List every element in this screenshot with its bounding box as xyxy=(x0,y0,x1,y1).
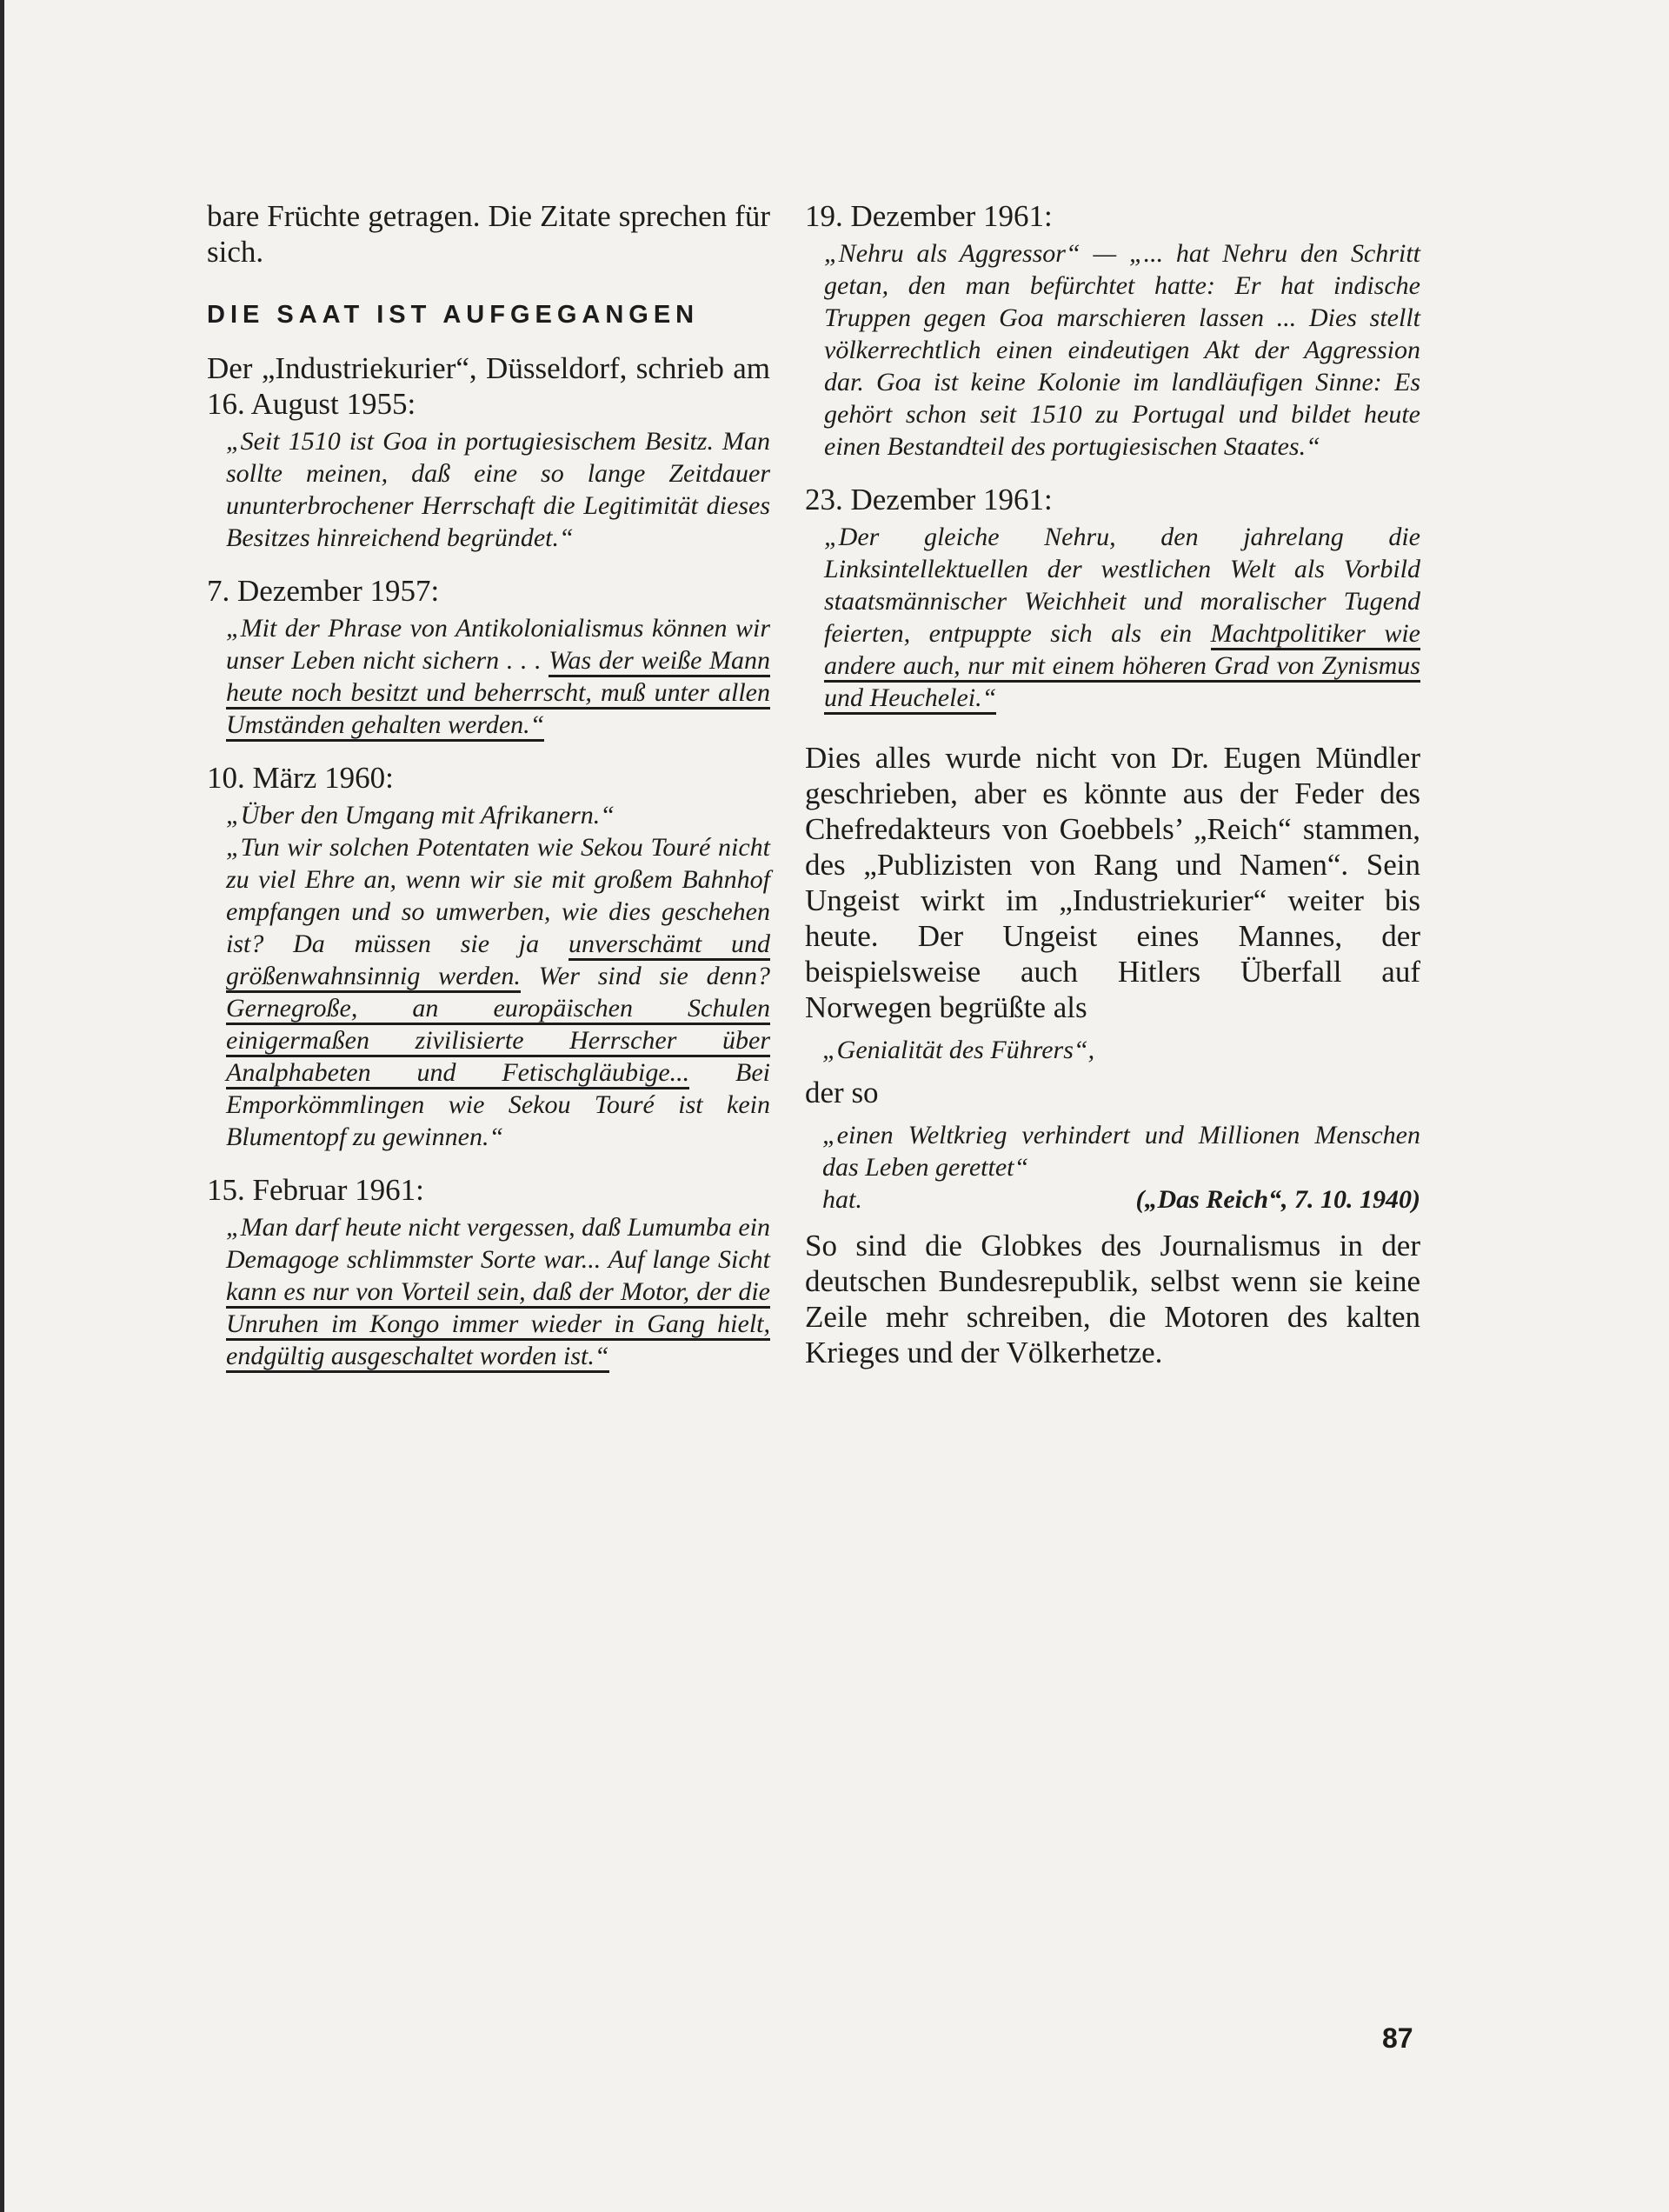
quote-1960-part-e: Bei Emporkömmlingen wie Sekou Touré ist kein Blumentopf zu gewinnen.“ xyxy=(226,1058,771,1151)
date-1957: 7. Dezember 1957: xyxy=(207,574,440,608)
quote-weltkrieg: „einen Weltkrieg verhindert und Millionen Menschen das Leben gerettet“ xyxy=(822,1121,1420,1182)
quote-1961-feb-part-a: „Man darf heute nicht vergessen, daß Lumumba ein Demagoge schlimmster Sorte war... Auf lange Sicht xyxy=(226,1213,770,1274)
quote-genialitaet: „Genialität des Führers“, xyxy=(822,1036,1095,1064)
source-line xyxy=(822,1183,1420,1216)
quote-1961-feb-underlined: kann es nur von Vorteil sein, daß der Motor, der die Unruhen im Kongo immer wieder in Gang hielt, endgültig ausgeschaltet worden ist.“ xyxy=(226,1277,770,1373)
date-1961-dec23: 23. Dezember 1961: xyxy=(805,483,1053,516)
quote-1955: „Seit 1510 ist Goa in portugiesischem Besitz. Man sollte meinen, daß eine so lange Zeitdauer ununterbrochener Herrschaft die Legitimität dieses Besitzes hinreichend begründet.“ xyxy=(226,427,770,552)
page-number: 87 xyxy=(1382,2022,1413,2054)
right-column xyxy=(805,198,1420,1370)
scan-edge xyxy=(0,0,4,2212)
quote-1961-feb xyxy=(226,1211,770,1372)
date-1960: 10. März 1960: xyxy=(207,761,394,795)
section-heading: DIE SAAT IST AUFGEGANGEN xyxy=(207,301,700,329)
quote-1960 xyxy=(226,799,770,1153)
intro-text: bare Früchte getragen. Die Zitate sprechen für sich. xyxy=(207,199,770,269)
hat-text: hat. xyxy=(822,1185,862,1214)
quote-dec23-part-a: „Der gleiche Nehru, den jahrelang die Linksintellektuellen der westlichen Welt als Vorbild staatsmännischer Weichheit und moralischer Tugend feierten, entpuppte sich als ein xyxy=(824,523,1420,648)
quote-dec19: „Nehru als Aggressor“ — „... hat Nehru den Schritt getan, den man befürchtet hatte: Er hat indische Truppen gegen Goa marschieren lassen ... Dies stellt völkerrechtlich einen eindeutigen Akt der Aggression dar. Goa ist keine Kolonie im landläufigen Sinne: Es gehört schon seit 1510 zu Portugal und bildet heute einen Bestandteil des portugiesischen Staates.“ xyxy=(824,239,1420,461)
quote-1960-underlined-2: Gernegroße, an europäischen Schulen einigermaßen zivilisierte Herrscher über Analphabeten und Fetischgläubige... xyxy=(226,994,770,1089)
quote-1960-title: „Über den Umgang mit Afrikanern.“ xyxy=(226,801,615,830)
paragraph-2: So sind die Globkes des Journalismus in der deutschen Bundesrepublik, selbst wenn sie keine Zeile mehr schreiben, die Motoren des kalten Krieges und der Völkerhetze. xyxy=(805,1229,1420,1369)
quote-1957-underlined: Was der weiße Mann heute noch besitzt und beherrscht, muß unter allen Umständen gehalten werden.“ xyxy=(226,646,770,742)
der-so-text: der so xyxy=(805,1076,879,1109)
quote-1960-part-c: Wer sind sie denn? xyxy=(538,962,770,990)
quote-dec23 xyxy=(824,521,1420,714)
quote-1957-part-a: „Mit der Phrase von Antikolonialismus können wir unser Leben nicht sichern . . . xyxy=(226,614,770,675)
quote-1960-part-a: „Tun wir solchen Potentaten wie Sekou Touré nicht zu viel Ehre an, wenn wir sie mit großem Bahnhof empfangen und so umwerben, wie dies geschehen ist? Da müssen sie ja xyxy=(226,833,770,958)
source-reich: („Das Reich“, 7. 10. 1940) xyxy=(1135,1185,1420,1214)
source-intro: Der „Industriekurier“, Düsseldorf, schrieb am 16. August 1955: xyxy=(207,351,770,421)
date-1961-dec19: 19. Dezember 1961: xyxy=(805,199,1053,233)
paragraph-1: Dies alles wurde nicht von Dr. Eugen Mündler geschrieben, aber es könnte aus der Feder des Chefredakteurs von Goebbels’ „Reich“ stammen, des „Publizisten von Rang und Namen“. Sein Ungeist wirkt im „Industriekurier“ weiter bis heute. Der Ungeist eines Mannes, der beispielsweise auch Hitlers Überfall auf Norwegen begrüßte als xyxy=(805,741,1420,1024)
quote-1957 xyxy=(226,612,770,741)
date-1961-feb: 15. Februar 1961: xyxy=(207,1173,424,1207)
left-column xyxy=(207,198,770,1381)
quote-1960-underlined-1: unverschämt und größenwahnsinnig werden. xyxy=(226,929,770,993)
quote-dec23-underlined: Machtpolitiker wie andere auch, nur mit einem höheren Grad von Zynismus und Heuchelei.“ xyxy=(824,619,1420,715)
